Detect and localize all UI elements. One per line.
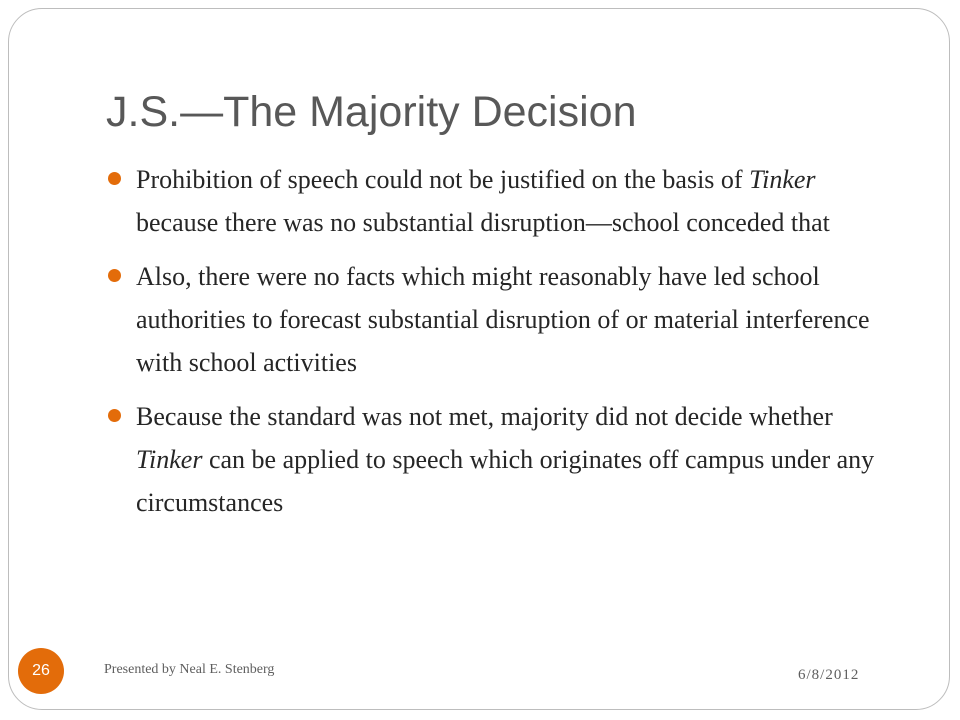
- text-run: Prohibition of speech could not be justified on the basis of: [136, 165, 750, 194]
- text-run: because there was no substantial disruption—school conceded that: [136, 208, 830, 237]
- slide-title: J.S.—The Majority Decision: [106, 88, 637, 136]
- bullet-item: [106, 158, 896, 244]
- presenter-credit: Presented by Neal E. Stenberg: [104, 662, 275, 677]
- bullet-text: [136, 165, 830, 237]
- text-run-italic: Tinker: [749, 165, 816, 194]
- text-run-italic: Tinker: [136, 445, 203, 474]
- bullet-dot-icon: [108, 409, 121, 422]
- bullet-dot-icon: [108, 269, 121, 282]
- bullet-list: [106, 158, 896, 535]
- bullet-item: [106, 395, 896, 524]
- text-run: can be applied to speech which originates off campus under any circumstances: [136, 445, 875, 517]
- text-run: Because the standard was not met, majority did not decide whether: [136, 402, 833, 431]
- bullet-text: [136, 262, 870, 377]
- bullet-item: [106, 255, 896, 384]
- slide-date: 6/8/2012: [798, 667, 860, 683]
- slide-number-badge: 26: [18, 648, 64, 694]
- bullet-text: [136, 402, 874, 517]
- text-run: Also, there were no facts which might reasonably have led school authorities to forecast substantial disruption of or material interference with school activities: [136, 262, 870, 377]
- bullet-dot-icon: [108, 172, 121, 185]
